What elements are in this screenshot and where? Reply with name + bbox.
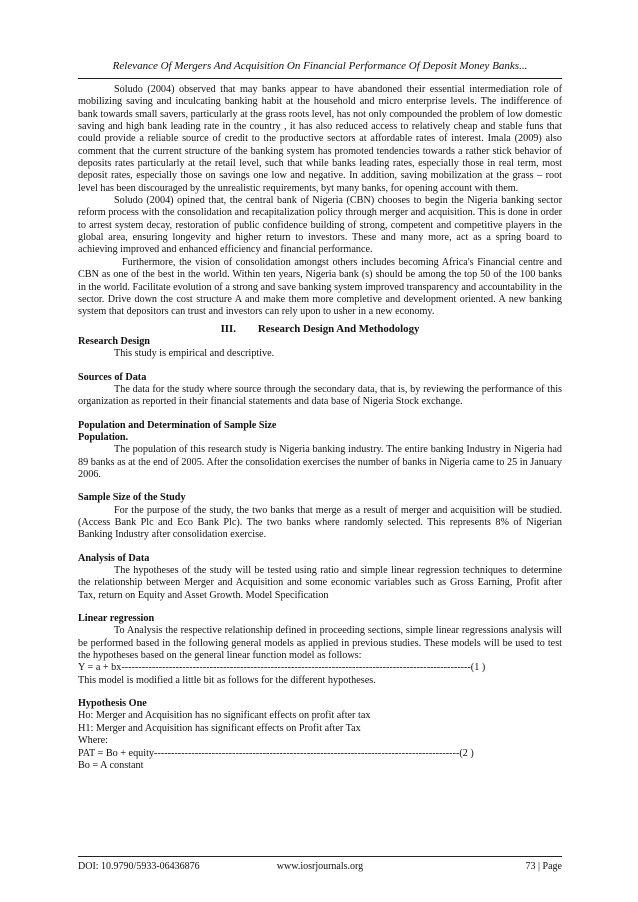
- paragraph-cbn-reform: Soludo (2004) opined that, the central bank of Nigeria (CBN) chooses to begin the Nigeria banking sector reform process with the consolidation and recapitalization policy through merger and acquisition. This is done in order to arrest system decay, restoration of public confidence building of strong, competent and competitive players in the global area, ensuring longevity and higher return to investors. These and many more, act as a spring board to achieving improved and enhanced efficiency and financial performance.: [78, 195, 562, 256]
- linear-regression-heading: Linear regression: [78, 613, 155, 625]
- footer-rule: [78, 856, 562, 857]
- analysis-heading: Analysis of Data: [78, 552, 150, 564]
- population-subheading: Population.: [78, 431, 129, 443]
- page-body: [78, 84, 562, 772]
- linear-regression-text: To Analysis the respective relationship defined in proceeding sections, simple linear regressions analysis will be performed based in the following general models as applied in previous studies. These models will be used to test the hypotheses based on the general linear function model as follows:: [78, 625, 562, 662]
- null-hypothesis: Ho: Merger and Acquisition has no significant effects on profit after tax: [78, 710, 371, 722]
- alternative-hypothesis: H1: Merger and Acquisition has significant effects on Profit after Tax: [78, 722, 361, 734]
- research-design-text: This study is empirical and descriptive.: [114, 348, 275, 360]
- section-number: III.: [220, 322, 236, 335]
- footer-website: www.iosrjournals.org: [276, 861, 364, 872]
- equation-2: PAT = Bo + equity------------------------------------------------------------------------------------------(2 ): [78, 747, 474, 759]
- sources-text: The data for the study where source through the secondary data, that is, by reviewing the performance of this organization as reported in their financial statements and data base of Nigeria Stock exchange.: [78, 383, 562, 408]
- section-heading: [78, 323, 562, 335]
- section-title: Research Design And Methodology: [257, 322, 420, 335]
- sample-text: For the purpose of the study, the two banks that merge as a result of merger and acquisition will be studied. (Access Bank Plc and Eco Bank Plc). The two banks where randomly selected. This represents 8% of Nigerian Banking Industry after consolidation exercise.: [78, 504, 562, 541]
- paragraph-vision: Furthermore, the vision of consolidation amongst others includes becoming Africa's Financial centre and CBN as one of the best in the world. Within ten years, Nigeria bank (s) should be among the top 50 of the 100 banks in the world. Facilitate evolution of a strong and save banking system improved transparency and accountability in the sector. Drive down the cost structure A and make them more completive and development oriented. A new banking system that depositors can trust and investors can rely upon to usher in a new economy.: [78, 256, 562, 318]
- paragraph-soludo-observation: Soludo (2004) observed that may banks appear to have abandoned their essential intermediation role of mobilizing saving and inculcating banking habit at the household and micro enterprise levels. The indifference of bank towards small savers, particularly at the grass roots level, has not only compounded the problem of low domestic saving and high bank leading rate in the country , it has also reduced access to relatively cheap and stable funs that could provide a reliable source of credit to the productive sectors at affordable rates of interest. Imala (2009) also comment that the current structure of the banking system has promoted tendencies towards a rather stick behavior of deposits rates particularly at the retail level, such that while banks leading rates, especially those in real term, most deposit rates, especially those on savings one low and negative. In addition, saving mobilization at the grass – root level has been discouraged by the unrealistic requirements, byt many banks, for opening account with them.: [78, 84, 562, 194]
- sources-heading: Sources of Data: [78, 371, 147, 383]
- analysis-text: The hypotheses of the study will be tested using ratio and simple linear regression techniques to determine the relationship between Merger and Acquisition and some economic variables such as Gross Earning, Profit after Tax, return on Equity and Asset Growth. Model Specification: [78, 565, 562, 601]
- sample-heading: Sample Size of the Study: [78, 492, 186, 504]
- footer-doi: DOI: 10.9790/5933-06436876: [78, 861, 200, 872]
- bo-definition: Bo = A constant: [78, 759, 144, 771]
- research-design-heading: Research Design: [78, 335, 150, 347]
- running-header: Relevance Of Mergers And Acquisition On Financial Performance Of Deposit Money Banks...: [112, 60, 528, 72]
- header-rule: [78, 78, 562, 79]
- population-heading: Population and Determination of Sample Size: [78, 419, 277, 431]
- population-text: The population of this research study is Nigeria banking industry. The entire banking Industry in Nigeria had 89 banks as at the end of 2005. After the consolidation exercises the number of banks in Nigeria came to 25 in January 2006.: [78, 444, 562, 480]
- footer-page-number: 73 | Page: [525, 861, 562, 872]
- hypothesis-one-heading: Hypothesis One: [78, 698, 147, 710]
- equation-1: Y = a + bx-------------------------------------------------------------------------------------------------------(1 ): [78, 662, 486, 674]
- modified-model-text: This model is modified a little bit as follows for the different hypotheses.: [78, 674, 376, 686]
- where-label: Where:: [78, 735, 108, 747]
